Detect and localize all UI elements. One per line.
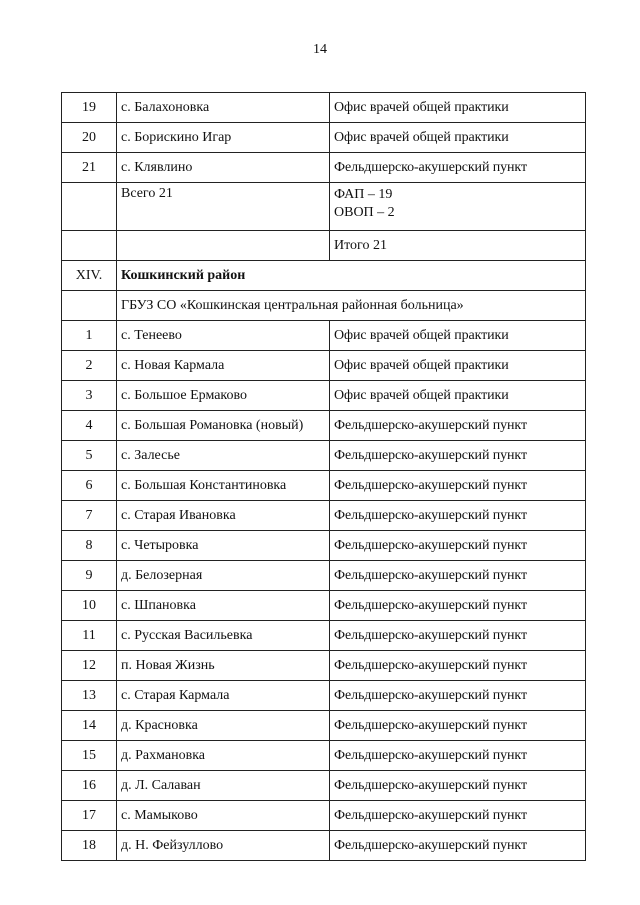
row-facility-type: Фельдшерско-акушерский пункт <box>330 681 586 711</box>
row-facility-type: Фельдшерско-акушерский пункт <box>330 771 586 801</box>
table-body-section <box>62 321 586 861</box>
table-row <box>62 681 586 711</box>
row-number: 3 <box>62 381 117 411</box>
row-number: 2 <box>62 351 117 381</box>
row-facility-type: Фельдшерско-акушерский пункт <box>330 471 586 501</box>
table-row <box>62 321 586 351</box>
table-row <box>62 591 586 621</box>
table-row <box>62 621 586 651</box>
table-row <box>62 471 586 501</box>
row-number: 13 <box>62 681 117 711</box>
table-row <box>62 351 586 381</box>
table-row <box>62 771 586 801</box>
row-locality: с. Русская Васильевка <box>117 621 330 651</box>
subtotal-num-cell <box>62 183 117 231</box>
grand-total-empty-cell <box>117 231 330 261</box>
row-facility-type: Фельдшерско-акушерский пункт <box>330 501 586 531</box>
row-facility-type: Фельдшерско-акушерский пункт <box>330 801 586 831</box>
section-title: Кошкинский район <box>117 261 586 291</box>
row-number: 16 <box>62 771 117 801</box>
subtotal-label: Всего 21 <box>117 183 330 231</box>
row-number: 8 <box>62 531 117 561</box>
row-facility-type: Фельдшерско-акушерский пункт <box>330 441 586 471</box>
subtotal-row <box>62 183 586 231</box>
row-number: 19 <box>62 93 117 123</box>
row-locality: с. Большая Константиновка <box>117 471 330 501</box>
table-row <box>62 123 586 153</box>
row-number: 9 <box>62 561 117 591</box>
row-locality: с. Большая Романовка (новый) <box>117 411 330 441</box>
row-number: 15 <box>62 741 117 771</box>
hospital-num-cell <box>62 291 117 321</box>
row-locality: с. Четыровка <box>117 531 330 561</box>
row-number: 5 <box>62 441 117 471</box>
hospital-name: ГБУЗ СО «Кошкинская центральная районная больница» <box>117 291 586 321</box>
row-locality: с. Старая Кармала <box>117 681 330 711</box>
row-number: 12 <box>62 651 117 681</box>
row-facility-type: Офис врачей общей практики <box>330 123 586 153</box>
grand-total-value: Итого 21 <box>330 231 586 261</box>
row-locality: п. Новая Жизнь <box>117 651 330 681</box>
row-facility-type: Фельдшерско-акушерский пункт <box>330 651 586 681</box>
row-number: 7 <box>62 501 117 531</box>
table-row <box>62 831 586 861</box>
row-number: 6 <box>62 471 117 501</box>
row-number: 10 <box>62 591 117 621</box>
row-facility-type: Фельдшерско-акушерский пункт <box>330 411 586 441</box>
row-facility-type: Фельдшерско-акушерский пункт <box>330 831 586 861</box>
subtotal-fap: ФАП – 19 <box>334 187 393 202</box>
row-number: 4 <box>62 411 117 441</box>
row-locality: д. Белозерная <box>117 561 330 591</box>
row-facility-type: Офис врачей общей практики <box>330 351 586 381</box>
subtotal-breakdown <box>330 183 586 231</box>
row-locality: с. Мамыково <box>117 801 330 831</box>
row-number: 11 <box>62 621 117 651</box>
row-locality: д. Рахмановка <box>117 741 330 771</box>
table-row <box>62 381 586 411</box>
row-number: 17 <box>62 801 117 831</box>
section-number: XIV. <box>62 261 117 291</box>
grand-total-num-cell <box>62 231 117 261</box>
table-row <box>62 741 586 771</box>
table-row <box>62 801 586 831</box>
row-number: 18 <box>62 831 117 861</box>
hospital-row <box>62 291 586 321</box>
row-facility-type: Фельдшерско-акушерский пункт <box>330 741 586 771</box>
table-row <box>62 501 586 531</box>
row-number: 14 <box>62 711 117 741</box>
row-locality: с. Тенеево <box>117 321 330 351</box>
row-locality: с. Клявлино <box>117 153 330 183</box>
page-number: 14 <box>313 42 327 57</box>
row-locality: д. Л. Салаван <box>117 771 330 801</box>
table-row <box>62 531 586 561</box>
subtotal-block <box>62 183 586 321</box>
row-facility-type: Фельдшерско-акушерский пункт <box>330 561 586 591</box>
row-facility-type: Офис врачей общей практики <box>330 93 586 123</box>
row-number: 20 <box>62 123 117 153</box>
row-facility-type: Офис врачей общей практики <box>330 381 586 411</box>
row-locality: с. Большое Ермаково <box>117 381 330 411</box>
table-row <box>62 561 586 591</box>
row-facility-type: Фельдшерско-акушерский пункт <box>330 531 586 561</box>
row-facility-type: Фельдшерско-акушерский пункт <box>330 153 586 183</box>
table-row <box>62 651 586 681</box>
row-facility-type: Фельдшерско-акушерский пункт <box>330 711 586 741</box>
section-header-row <box>62 261 586 291</box>
facilities-table <box>61 92 586 861</box>
row-locality: с. Новая Кармала <box>117 351 330 381</box>
row-facility-type: Офис врачей общей практики <box>330 321 586 351</box>
grand-total-row <box>62 231 586 261</box>
table-row <box>62 441 586 471</box>
table-body-top <box>62 93 586 183</box>
row-locality: д. Красновка <box>117 711 330 741</box>
table-row <box>62 411 586 441</box>
table-row <box>62 93 586 123</box>
row-locality: с. Балахоновка <box>117 93 330 123</box>
table-row <box>62 711 586 741</box>
subtotal-ovop: ОВОП – 2 <box>334 205 395 220</box>
row-locality: д. Н. Фейзуллово <box>117 831 330 861</box>
row-facility-type: Фельдшерско-акушерский пункт <box>330 621 586 651</box>
row-locality: с. Шпановка <box>117 591 330 621</box>
row-locality: с. Залесье <box>117 441 330 471</box>
row-locality: с. Старая Ивановка <box>117 501 330 531</box>
row-number: 21 <box>62 153 117 183</box>
row-facility-type: Фельдшерско-акушерский пункт <box>330 591 586 621</box>
row-locality: с. Борискино Игар <box>117 123 330 153</box>
table-row <box>62 153 586 183</box>
row-number: 1 <box>62 321 117 351</box>
